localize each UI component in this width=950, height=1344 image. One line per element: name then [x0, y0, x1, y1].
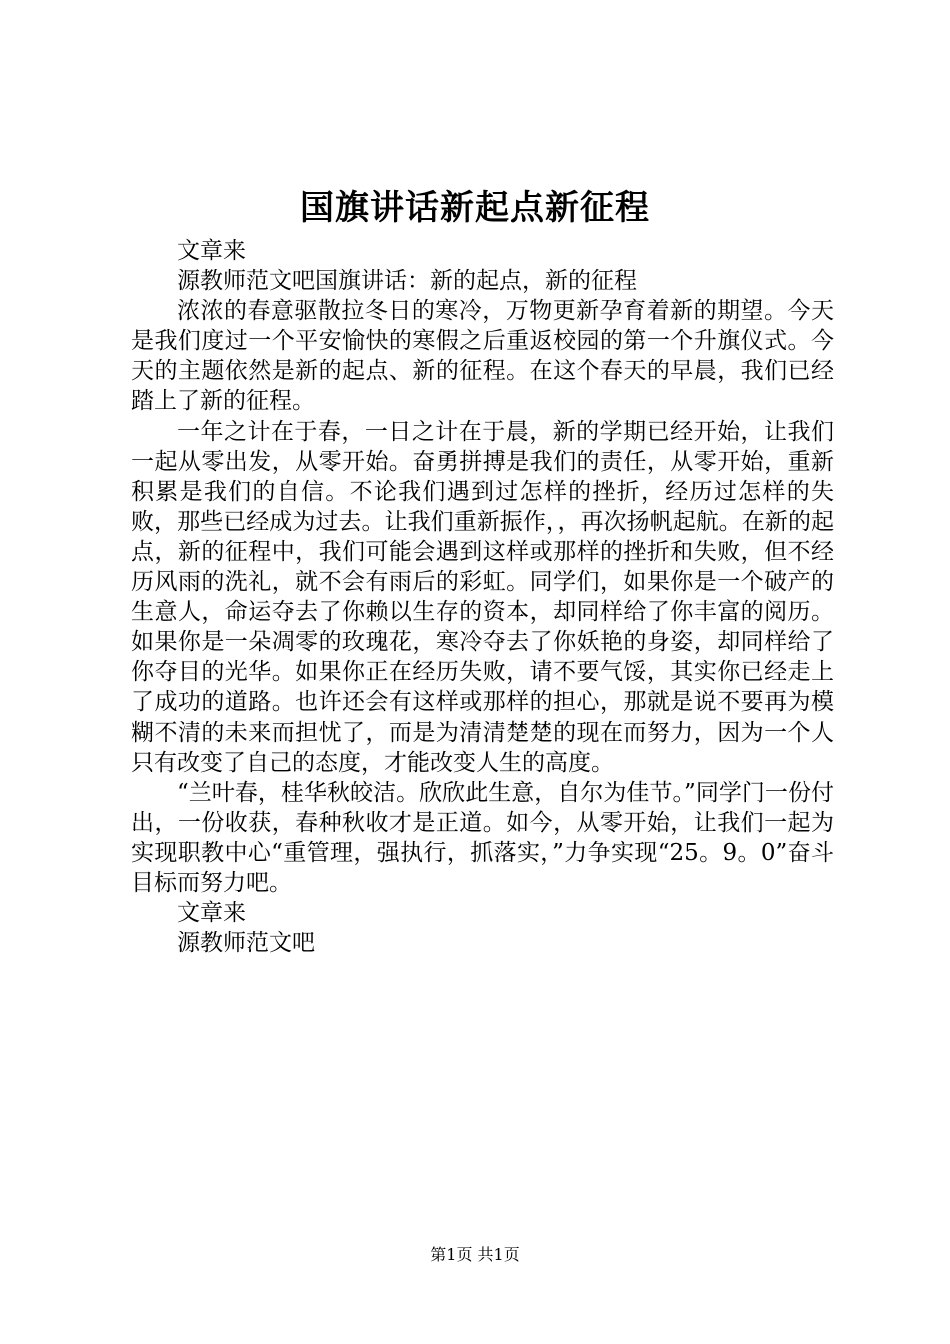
paragraph-source-3: 源教师范文吧 [177, 930, 315, 957]
paragraph-source-1: 文章来 [177, 238, 246, 264]
paragraph-subtitle: 源教师范文吧国旗讲话：新的起点，新的征程 [177, 268, 637, 295]
paragraph-intro: 浓浓的春意驱散拉冬日的寒冷，万物更新孕育着新的期望。今天是我们度过一个平安愉快的寒假之后重返校园的第一个升旗仪式。今天的主题依然是新的起点、新的征程。在这个春天的早晨，我们已经踏上了新的征程。 [131, 298, 834, 415]
document-body [131, 236, 834, 958]
paragraph-main: 一年之计在于春，一日之计在于晨，新的学期已经开始，让我们一起从零出发，从零开始。奋勇拼搏是我们的责任，从零开始，重新积累是我们的自信。不论我们遇到过怎样的挫折，经历过怎样的失败，那些已经成为过去。让我们重新振作，，再次扬帆起航。在新的起点，新的征程中，我们可能会遇到这样或那样的挫折和失败，但不经历风雨的洗礼，就不会有雨后的彩虹。同学们，如果你是一个破产的生意人，命运夺去了你赖以生存的资本，却同样给了你丰富的阅历。如果你是一朵凋零的玫瑰花，寒冷夺去了你妖艳的身姿，却同样给了你夺目的光华。如果你正在经历失败，请不要气馁，其实你已经走上了成功的道路。也许还会有这样或那样的担心，那就是说不要再为模糊不清的未来而担忧了，而是为清清楚楚的现在而努力，因为一个人只有改变了自己的态度，才能改变人生的高度。 [131, 418, 834, 776]
paragraph-source-2: 文章来 [177, 900, 246, 927]
document-title: 国旗讲话新起点新征程 [300, 188, 650, 228]
paragraph-closing: “兰叶春，桂华秋皎洁。欣欣此生意，自尔为佳节。”同学门一份付出，一份收获，春种秋收才是正道。如今，从零开始，让我们一起为实现职教中心“重管理，强执行，抓落实，”力争实现“25。9。0”奋斗目标而努力吧。 [131, 779, 834, 896]
page-footer: 第1页 共1页 [430, 1245, 520, 1264]
